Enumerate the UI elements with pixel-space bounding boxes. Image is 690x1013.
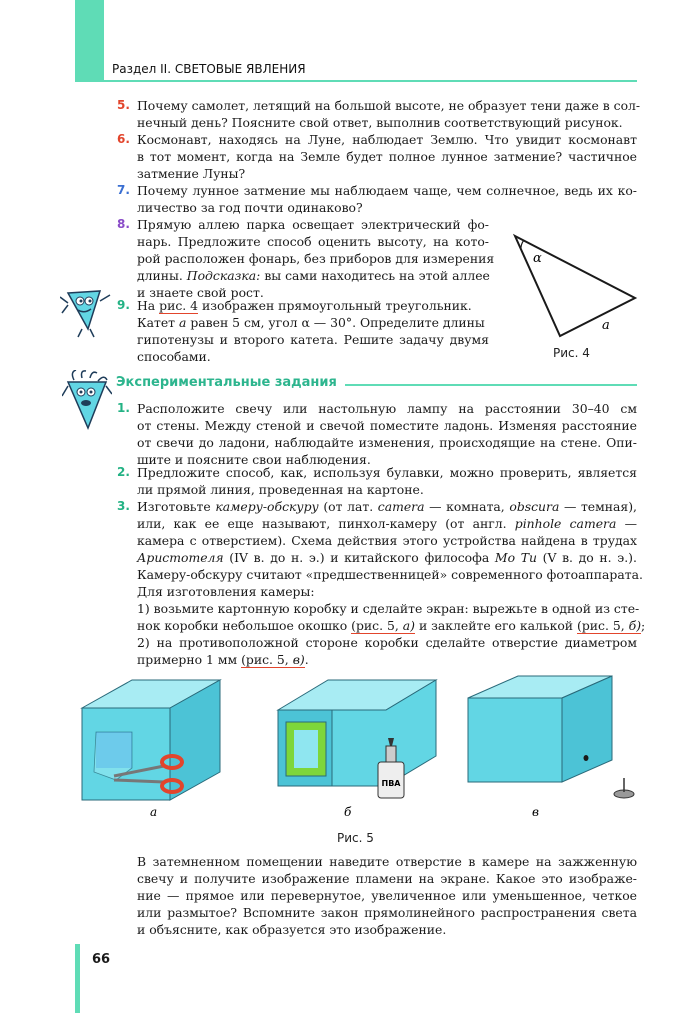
figure-5-caption: Рис. 5 <box>337 831 374 845</box>
text-line: ли прямой линия, проведенная на картоне. <box>137 482 424 497</box>
thinking-mascot-icon <box>60 283 116 339</box>
text-line: шите и поясните свои наблюдения. <box>137 452 371 467</box>
top-accent-bar <box>75 0 104 80</box>
experiment-1 <box>117 400 637 468</box>
item-number: 3. <box>117 499 130 513</box>
question-number: 6. <box>117 132 130 146</box>
text-line: Аристотеля (IV в. до н. э.) и китайского философа Мо Ти (V в. до н. э.). <box>137 550 637 565</box>
text-line: способами. <box>137 349 211 364</box>
final-paragraph <box>137 853 637 938</box>
figure-4-triangle <box>505 228 645 348</box>
text-line: Почему лунное затмение мы наблюдаем чаще, чем солнечное, ведь их ко- <box>137 183 637 198</box>
question-9 <box>117 297 489 365</box>
text-line: нарь. Предложите способ оценить высоту, на кото- <box>137 234 489 249</box>
question-number: 7. <box>117 183 130 197</box>
text-line: нечный день? Поясните свой ответ, выполнив соответствующий рисунок. <box>137 115 623 130</box>
figure-reference: (рис. 5, б) <box>577 618 642 633</box>
figure-5-label-c: в <box>532 805 539 819</box>
section-header: Раздел II. СВЕТОВЫЕ ЯВЛЕНИЯ <box>112 62 306 76</box>
text-line: Почему самолет, летящий на большой высоте, не образует тени даже в сол- <box>137 98 641 113</box>
text-line: гипотенузы и второго катета. Решите задачу двумя <box>137 332 489 347</box>
question-number: 9. <box>117 298 130 312</box>
figure-reference[interactable]: рис. 4 <box>159 298 199 313</box>
question-7 <box>117 182 637 216</box>
glue-label: ПВА <box>381 779 401 788</box>
question-6 <box>117 131 637 182</box>
text-line: Камеру-обскуру считают «предшественницей» современного фотоаппарата. <box>137 567 643 582</box>
text-line: или, как ее еще называют, пинхол-камеру (от англ. pinhole camera — <box>137 516 637 531</box>
text-line: от стены. Между стеной и свечой поместите ладонь. Изменяя расстояние <box>137 418 637 433</box>
text-line: ние — прямое или перевернутое, увеличенное или уменьшенное, четкое <box>137 888 637 903</box>
text-line: камера с отверстием). Схема действия этого устройства найдена в трудах <box>137 533 637 548</box>
question-number: 5. <box>117 98 130 112</box>
question-8 <box>117 216 495 301</box>
text-line: рой расположен фонарь, без приборов для измерения <box>137 251 495 266</box>
figure-reference: (рис. 5, а) <box>351 618 415 633</box>
experiment-2 <box>117 464 637 498</box>
text-line: На рис. 4 изображен прямоугольный треугольник. <box>137 298 472 313</box>
figure-5-label-a: а <box>150 805 158 819</box>
figure-5-illustration <box>72 670 644 840</box>
text-line: 2) на противоположной стороне коробки сделайте отверстие диаметром <box>137 635 637 650</box>
experiment-mascot-icon <box>62 370 112 432</box>
text-line: затмение Луны? <box>137 166 246 181</box>
question-number: 8. <box>117 217 130 231</box>
angle-arc-icon <box>521 240 524 250</box>
text-line: или размытое? Вспомните закон прямолинейного распространения света <box>137 905 637 920</box>
box-c-icon <box>468 676 634 798</box>
section-title: Экспериментальные задания <box>116 375 337 390</box>
figure-5-label-b: б <box>344 805 352 819</box>
figure-reference: (рис. 5, в) <box>241 652 305 667</box>
text-line: Прямую аллею парка освещает электрический фо- <box>137 217 489 232</box>
figure-4-caption: Рис. 4 <box>553 346 590 360</box>
box-b-icon <box>278 680 436 798</box>
question-5 <box>117 97 641 131</box>
box-a-icon <box>82 680 220 800</box>
page-number: 66 <box>92 952 111 967</box>
text-line: и знаете свой рост. <box>137 285 264 300</box>
text-line: Для изготовления камеры: <box>137 584 315 599</box>
text-line: и объясните, как образуется это изображение. <box>137 922 447 937</box>
section-rule <box>345 384 637 386</box>
item-number: 2. <box>117 465 130 479</box>
item-number: 1. <box>117 401 130 415</box>
text-line: Расположите свечу или настольную лампу на расстоянии 30–40 см <box>137 401 637 416</box>
text-line: от свечи до ладони, наблюдайте изменения, происходящие на стене. Опи- <box>137 435 637 450</box>
side-a-label: a <box>602 318 610 333</box>
angle-alpha-label: α <box>533 251 542 266</box>
text-line: 1) возьмите картонную коробку и сделайте экран: вырежьте в одной из сте- <box>137 601 640 616</box>
bottom-accent-bar <box>75 944 80 1013</box>
text-line: нок коробки небольшое окошко (рис. 5, а) и заклейте его калькой (рис. 5, б); <box>137 618 646 633</box>
experiment-3 <box>117 498 646 668</box>
text-line: длины. Подсказка: вы сами находитесь на этой аллее <box>137 268 490 283</box>
pinhole-icon <box>584 755 589 761</box>
text-line: Космонавт, находясь на Луне, наблюдает Землю. Что увидит космонавт <box>137 132 637 147</box>
text-line: свечу и получите изображение пламени на экране. Какое это изображе- <box>137 871 637 886</box>
header-rule <box>75 80 637 82</box>
text-line: В затемненном помещении наведите отверстие в камере на зажженную <box>137 854 637 869</box>
text-line: в тот момент, когда на Земле будет полное лунное затмение? частичное <box>137 149 637 164</box>
text-line: Изготовьте камеру-обскуру (от лат. camera — комната, obscura — темная), <box>137 499 637 514</box>
pushpin-icon <box>614 778 634 798</box>
text-line: личество за год почти одинаково? <box>137 200 363 215</box>
text-line: Катет a равен 5 см, угол α — 30°. Определите длины <box>137 315 485 330</box>
text-line: примерно 1 мм (рис. 5, в). <box>137 652 309 667</box>
text-line: Предложите способ, как, используя булавки, можно проверить, является <box>137 465 637 480</box>
